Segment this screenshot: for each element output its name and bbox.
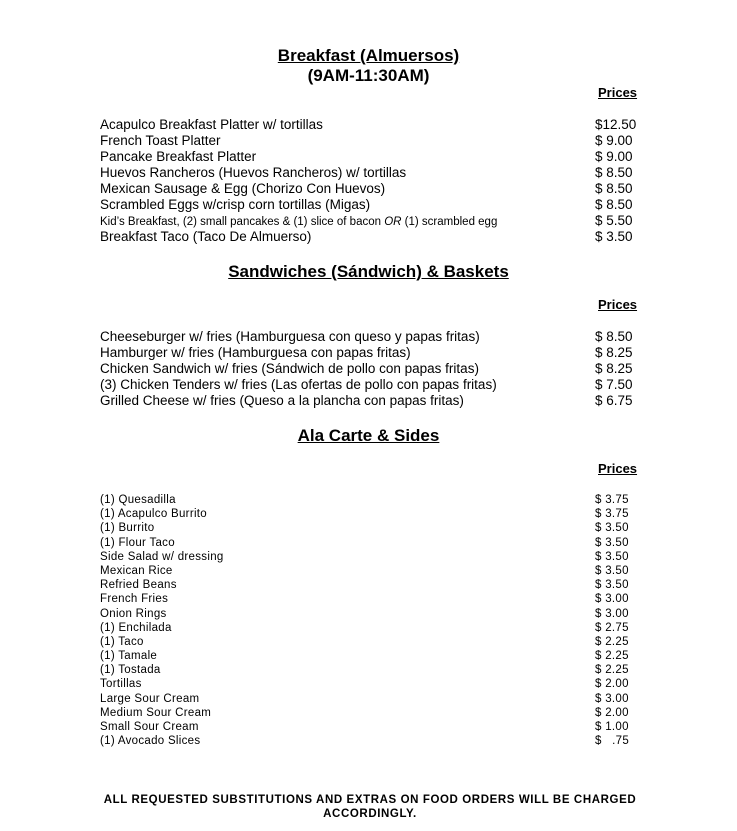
item-name: Tortillas [100,678,142,691]
item-name: Mexican Rice [100,564,173,577]
menu-item [100,229,660,245]
menu-item [100,677,660,691]
item-price: $ 9.00 [595,133,633,148]
item-price: $ 3.00 [595,607,629,620]
item-price: $ 2.25 [595,664,629,677]
item-price: $ 3.50 [595,550,629,563]
item-price: $ 3.50 [595,564,629,577]
item-name: Medium Sour Cream [100,706,212,719]
item-name: Pancake Breakfast Platter [100,149,257,164]
breakfast-hours: (9AM-11:30AM) [307,66,430,85]
item-name: Scrambled Eggs w/crisp corn tortillas (Migas) [100,197,371,212]
menu-item [100,692,660,706]
item-price: $ 3.75 [595,508,629,521]
item-price: $ 7.50 [595,377,633,392]
item-name-part: (1) scrambled egg [401,216,498,228]
item-name: Small Sour Cream [100,721,199,733]
item-name: Side Salad w/ dressing [100,550,224,563]
sandwiches-list [100,329,660,409]
item-name: Acapulco Breakfast Platter w/ tortillas [100,117,323,132]
sides-prices-header: Prices [598,461,638,476]
item-name: Breakfast Taco (Taco De Almuerso) [100,229,312,244]
menu-item [100,550,660,564]
item-price: $ 3.50 [595,522,629,535]
menu-item [100,213,660,229]
item-name: Mexican Sausage & Egg (Chorizo Con Huevos) [100,181,386,196]
item-name: (1) Enchilada [100,621,172,634]
menu-item [100,165,660,181]
item-price: $ 3.00 [595,692,629,705]
sides-list [100,493,660,748]
item-name: Chicken Sandwich w/ fries (Sándwich de pollo con papas fritas) [100,361,479,376]
item-name: Onion Rings [100,607,167,620]
item-price: $ .75 [595,735,630,748]
item-price: $ 3.50 [595,536,629,549]
menu-item [100,149,660,165]
item-name-emphasis: OR [384,216,402,228]
menu-item [100,578,660,592]
item-name: Cheeseburger w/ fries (Hamburguesa con queso y papas fritas) [100,329,480,344]
item-price: $ 3.50 [595,229,633,244]
menu-item [100,720,660,734]
menu-item [100,607,660,621]
item-name: French Fries [100,593,169,606]
menu-item [100,133,660,149]
item-name: (1) Acapulco Burrito [100,508,207,521]
menu-item [100,706,660,720]
item-name: (3) Chicken Tenders w/ fries (Las ofertas de pollo con papas fritas) [100,377,497,392]
menu-item [100,621,660,635]
sandwiches-title [0,262,737,281]
menu-item [100,635,660,649]
menu-item [100,507,660,521]
item-name: (1) Taco [100,635,144,648]
item-name-part: Kid’s Breakfast, (2) small pancakes & (1) slice of bacon [100,216,385,228]
item-price: $ 3.75 [595,494,629,506]
menu-item [100,536,660,550]
menu-item [100,564,660,578]
item-price: $ 8.50 [595,197,633,212]
menu-item [100,393,660,409]
sandwiches-prices-header: Prices [598,297,638,312]
breakfast-title [0,46,737,65]
item-name: Grilled Cheese w/ fries (Queso a la plancha con papas fritas) [100,393,464,408]
item-price: $ 2.25 [595,635,629,648]
menu-item [100,663,660,677]
item-name: (1) Flour Taco [100,536,175,549]
item-name: Hamburger w/ fries (Hamburguesa con papas fritas) [100,345,411,360]
item-price: $ 8.25 [595,361,633,376]
menu-item [100,649,660,663]
item-name: (1) Tamale [100,650,158,663]
menu-item [100,117,660,133]
item-price: $ 2.00 [595,706,629,719]
menu-item [100,197,660,213]
menu-item [100,493,660,507]
footer-notice [90,793,650,821]
item-price: $ 8.25 [595,345,633,360]
item-price: $ 3.00 [595,593,629,606]
item-price: $ 1.00 [595,721,629,733]
footer-notice-line: ACCORDINGLY. [323,808,417,820]
menu-item [100,734,660,748]
item-name: Refried Beans [100,579,177,592]
item-price: $ 2.00 [595,678,629,691]
item-name: Large Sour Cream [100,692,200,705]
item-name: French Toast Platter [100,133,221,148]
item-price: $ 8.50 [595,165,633,180]
breakfast-title-text: Breakfast (Almuersos) [277,46,460,65]
breakfast-list [100,117,660,245]
item-name: (1) Burrito [100,522,155,535]
menu-item [100,329,660,345]
footer-notice-line: ALL REQUESTED SUBSTITUTIONS AND EXTRAS ON FOOD ORDERS WILL BE CHARGED [103,794,637,806]
menu-item [100,361,660,377]
item-price: $12.50 [595,117,637,132]
sides-title-text: Ala Carte & Sides [297,426,440,445]
menu-item [100,181,660,197]
item-price: $ 2.25 [595,650,629,663]
menu-item [100,592,660,606]
item-name: (1) Quesadilla [100,494,176,506]
item-price: $ 2.75 [595,621,629,634]
menu-item [100,377,660,393]
breakfast-prices-header: Prices [598,85,638,100]
item-name [100,216,497,228]
item-price: $ 9.00 [595,149,633,164]
item-price: $ 8.50 [595,181,633,196]
item-price: $ 8.50 [595,329,633,344]
item-price: $ 3.50 [595,579,629,592]
item-name: (1) Avocado Slices [100,735,201,748]
item-price: $ 6.75 [595,393,633,408]
item-name: Huevos Rancheros (Huevos Rancheros) w/ tortillas [100,165,407,180]
item-name: (1) Tostada [100,664,161,677]
sandwiches-title-text: Sandwiches (Sándwich) & Baskets [228,262,509,281]
menu-item [100,521,660,535]
sides-title [0,426,737,445]
item-price: $ 5.50 [595,213,633,228]
menu-item [100,345,660,361]
